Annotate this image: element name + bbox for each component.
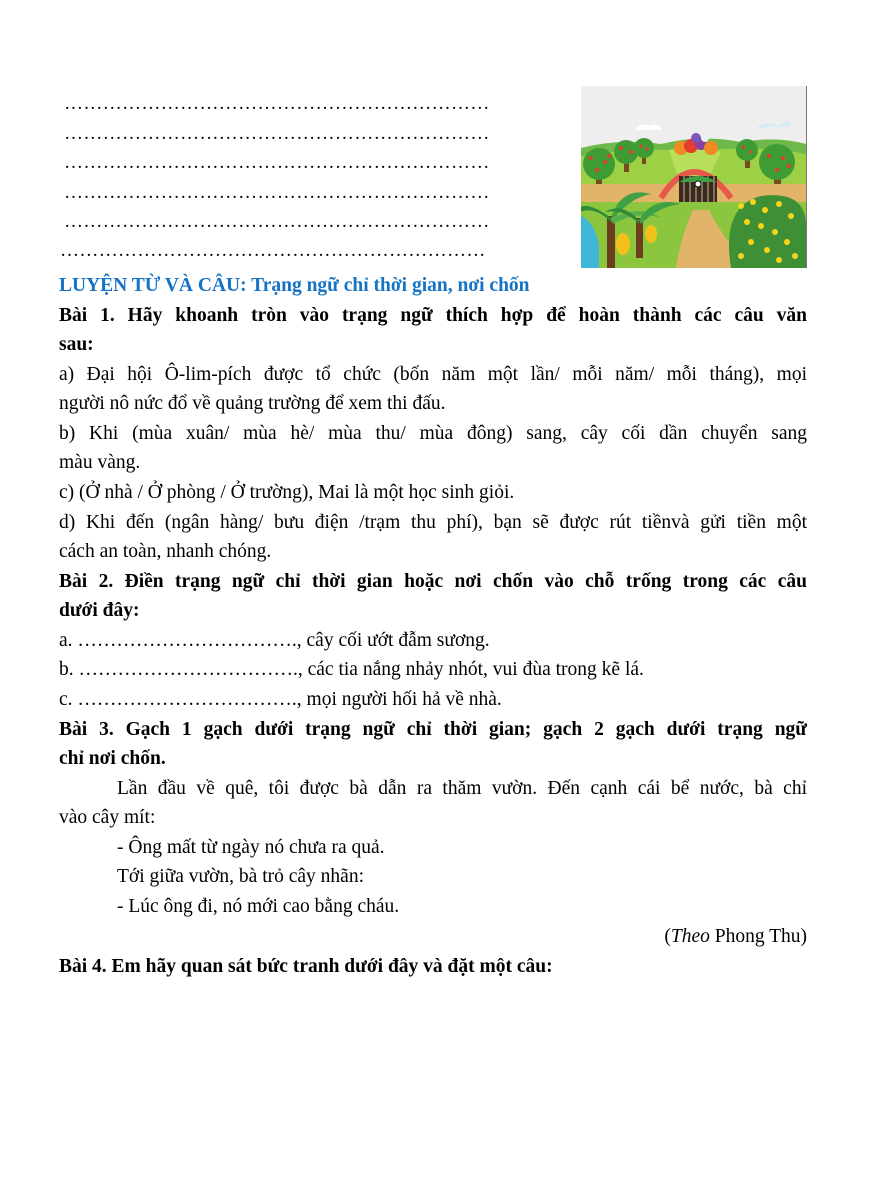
exercise1-heading-cont: sau:: [59, 334, 94, 355]
passage-line: - Ông mất từ ngày nó chưa ra quả.: [117, 837, 385, 858]
exercise1-heading: Bài 1. Hãy khoanh tròn vào trạng ngữ thích hợp để hoàn thành các câu văn: [59, 305, 807, 326]
exercise2-heading-cont: dưới đây:: [59, 600, 140, 621]
exercise3-heading-cont: chỉ nơi chốn.: [59, 748, 166, 769]
writing-line[interactable]: …………………………………………………………: [64, 182, 490, 203]
exercise1-item-c: c) (Ở nhà / Ở phòng / Ở trường), Mai là một học sinh giỏi.: [59, 482, 515, 503]
exercise1-item-b: b) Khi (mùa xuân/ mùa hè/ mùa thu/ mùa đông) sang, cây cối dần chuyển sang: [59, 423, 807, 444]
writing-line[interactable]: …………………………………………………………: [64, 211, 490, 232]
writing-line[interactable]: …………………………………………………………: [64, 93, 490, 114]
exercise1-item-b-cont: màu vàng.: [59, 452, 141, 473]
exercise1-item-a-cont: người nô nức đổ về quảng trường để xem thi đấu.: [59, 393, 446, 414]
passage-line: Lần đầu về quê, tôi được bà dẫn ra thăm vườn. Đến cạnh cái bể nước, bà chỉ: [117, 778, 807, 799]
exercise2-item-a[interactable]: a. ……………………………., cây cối ướt đẫm sương.: [59, 630, 490, 651]
writing-line[interactable]: …………………………………………………………: [60, 240, 486, 261]
passage-line: Tới giữa vườn, bà trỏ cây nhãn:: [117, 866, 364, 887]
exercise4-heading: Bài 4. Em hãy quan sát bức tranh dưới đây và đặt một câu:: [59, 956, 553, 977]
section-title: LUYỆN TỪ VÀ CÂU: Trạng ngữ chỉ thời gian, nơi chốn: [59, 275, 530, 296]
exercise2-item-b[interactable]: b. ……………………………., các tia nắng nhảy nhót, vui đùa trong kẽ lá.: [59, 659, 644, 680]
passage-line: vào cây mít:: [59, 807, 156, 828]
passage-line: - Lúc ông đi, nó mới cao bằng cháu.: [117, 896, 400, 917]
exercise1-item-d: d) Khi đến (ngân hàng/ bưu điện /trạm thu phí), bạn sẽ được rút tiềnvà gửi tiền một: [59, 512, 807, 533]
exercise2-item-c[interactable]: c. ……………………………., mọi người hối hả về nhà.: [59, 689, 502, 710]
source-prefix: (: [664, 926, 671, 947]
exercise2-heading: Bài 2. Điền trạng ngữ chỉ thời gian hoặc nơi chốn vào chỗ trống trong các câu: [59, 571, 807, 592]
exercise1-item-d-cont: cách an toàn, nhanh chóng.: [59, 541, 272, 562]
writing-line[interactable]: …………………………………………………………: [64, 123, 490, 144]
source-author: Phong Thu): [709, 926, 807, 947]
garden-illustration: [581, 86, 807, 268]
passage-source: [59, 922, 807, 951]
source-theo: Theo: [670, 926, 710, 947]
exercise1-item-a: a) Đại hội Ô-lim-pích được tổ chức (bốn năm một lần/ mỗi năm/ mỗi tháng), mọi: [59, 364, 807, 385]
exercise3-heading: Bài 3. Gạch 1 gạch dưới trạng ngữ chỉ thời gian; gạch 2 gạch dưới trạng ngữ: [59, 719, 807, 740]
writing-line[interactable]: …………………………………………………………: [64, 152, 490, 173]
